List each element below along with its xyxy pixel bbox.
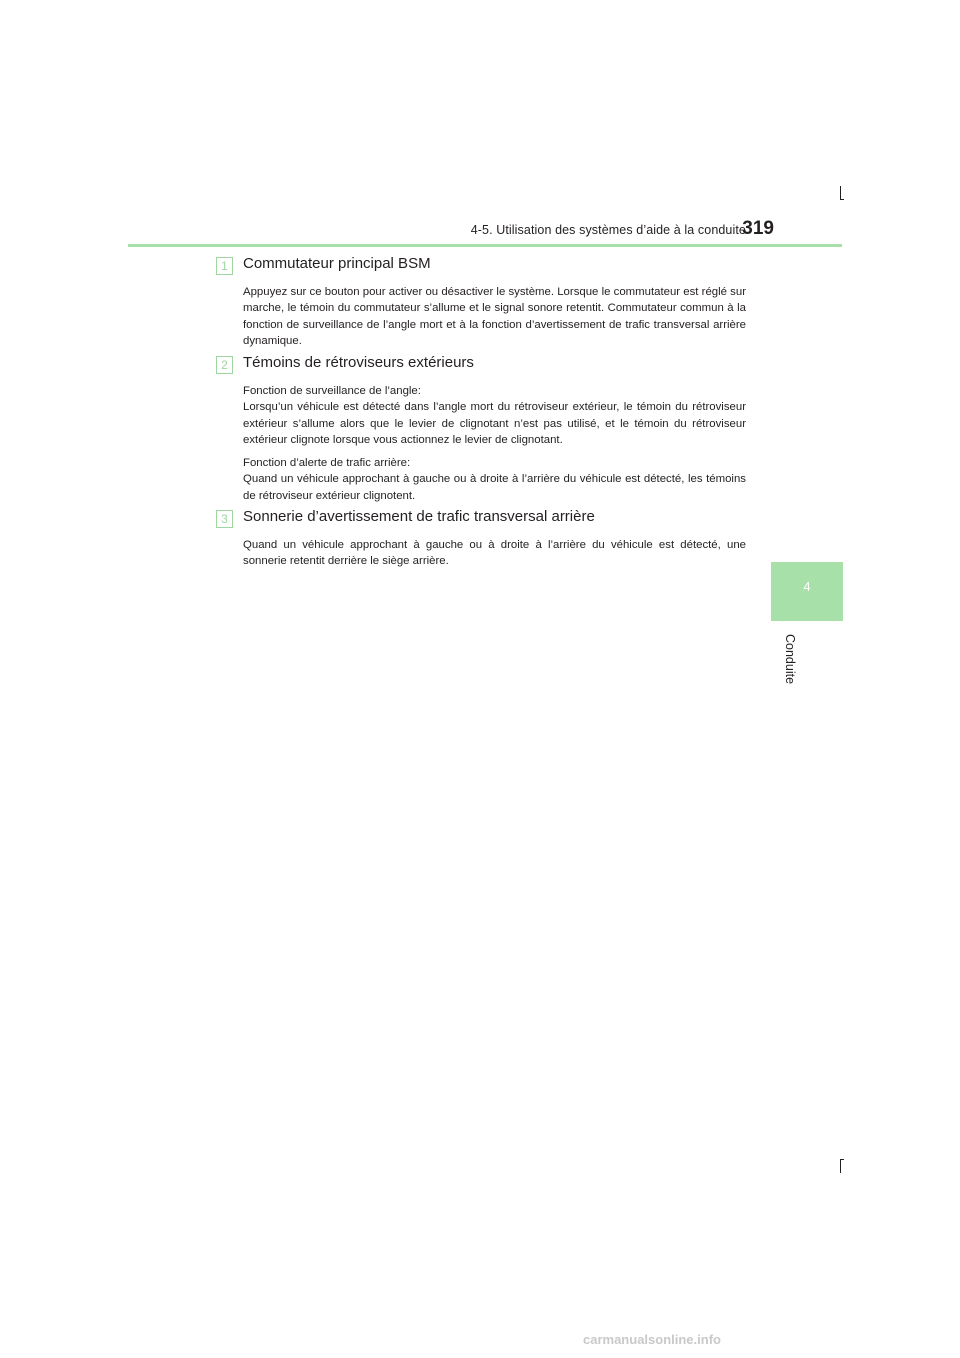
crop-mark-bottom-foot (840, 1159, 844, 1160)
paragraph (243, 537, 746, 570)
item-number-badge: 3 (216, 510, 233, 528)
item-heading (216, 509, 746, 531)
paragraph-text: Lorsqu’un véhicule est détecté dans l’angle mort du rétroviseur extérieur, le témoin du rétroviseur extérieur s’allume alors que le levier de clignotant n’est pas utilisé, et le témoin du rétroviseur extérieur clignote lorsque vous actionnez le levier de clignotant. (243, 401, 746, 446)
crop-mark-bottom (840, 1159, 841, 1173)
item-number-badge: 1 (216, 257, 233, 275)
list-item (216, 355, 746, 511)
chapter-label: Conduite (783, 634, 797, 685)
chapter-number: 4 (803, 579, 811, 594)
paragraph-text: Quand un véhicule approchant à gauche ou à droite à l’arrière du véhicule est détecté, les témoins de rétroviseur extérieur clignotent. (243, 473, 746, 502)
paragraph-text: Quand un véhicule approchant à gauche ou à droite à l’arrière du véhicule est détecté, une sonnerie retentit derrière le siège arrière. (243, 539, 746, 568)
running-header (128, 220, 842, 244)
list-item (216, 509, 746, 577)
item-body (243, 537, 746, 570)
item-heading (216, 355, 746, 377)
paragraph (243, 284, 746, 349)
item-body (243, 284, 746, 349)
item-body (243, 383, 746, 504)
watermark: carmanualsonline.info (583, 1332, 721, 1347)
chapter-tab (771, 562, 843, 621)
item-heading (216, 256, 746, 278)
section-title: 4-5. Utilisation des systèmes d’aide à la conduite (470, 223, 746, 237)
crop-mark-top (840, 186, 841, 200)
chapter-label-box (771, 628, 817, 688)
page-number: 319 (742, 218, 774, 239)
crop-mark-top-foot (840, 199, 844, 200)
paragraph-heading: Fonction de surveillance de l’angle: (243, 385, 421, 397)
paragraph-text: Appuyez sur ce bouton pour activer ou désactiver le système. Lorsque le commutateur est réglé sur marche, le témoin du commutateur s’allume et le signal sonore retentit. Commutateur commun à la fonction de surveillance de l’angle mort et à la fonction d’avertissement de trafic transversal arrière dynamique. (243, 286, 746, 347)
paragraph (243, 455, 746, 504)
item-title: Sonnerie d’avertissement de trafic transversal arrière (243, 508, 595, 525)
item-title: Commutateur principal BSM (243, 255, 431, 272)
item-number-badge: 2 (216, 356, 233, 374)
header-rule (128, 244, 842, 247)
paragraph-heading: Fonction d’alerte de trafic arrière: (243, 457, 411, 470)
paragraph (243, 383, 746, 448)
item-title: Témoins de rétroviseurs extérieurs (243, 354, 474, 371)
list-item (216, 256, 746, 356)
